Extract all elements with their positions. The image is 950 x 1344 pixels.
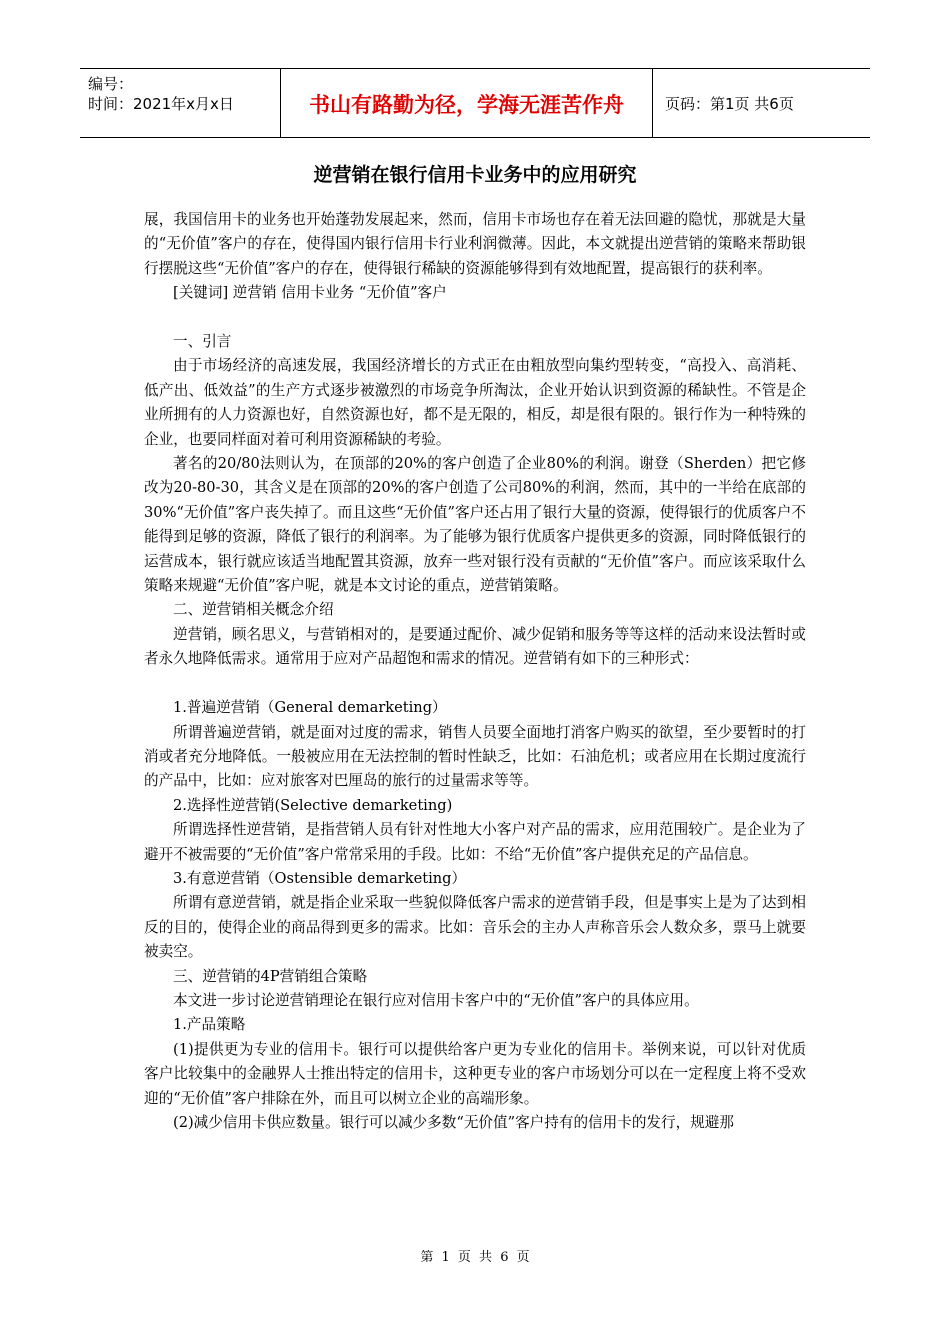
subheading-general-demarketing: 1.普遍逆营销（General demarketing） xyxy=(173,699,447,717)
document-body xyxy=(144,208,806,1135)
blank-line xyxy=(144,672,806,696)
blank-line xyxy=(144,306,806,330)
section-heading-concepts: 二、逆营销相关概念介绍 xyxy=(173,601,334,619)
subheading-ostensible-demarketing: 3.有意逆营销（Ostensible demarketing） xyxy=(173,869,467,887)
body-paragraph: 所谓选择性逆营销，是指营销人员有针对性地大小客户对产品的需求，应用范围较广。是企业为了避开不被需要的“无价值”客户常常采用的手段。比如：不给“无价值”客户提供充足的产品信息。 xyxy=(144,821,806,863)
subheading-product-strategy: 1.产品策略 xyxy=(173,1016,246,1034)
body-paragraph: (2)减少信用卡供应数量。银行可以减少多数“无价值”客户持有的信用卡的发行，规避那 xyxy=(173,1114,734,1131)
section-heading-intro: 一、引言 xyxy=(173,333,232,351)
header-page-cell xyxy=(653,69,870,137)
header-motto: 书山有路勤为径，学海无涯苦作舟 xyxy=(309,93,624,117)
number-label: 编号： xyxy=(88,75,134,93)
header-page-info: 页码：第1页 共6页 xyxy=(665,95,794,113)
body-paragraph: 本文进一步讨论逆营销理论在银行应对信用卡客户中的“无价值”客户的具体应用。 xyxy=(173,991,699,1009)
header-info-cell xyxy=(80,69,281,137)
subheading-selective-demarketing: 2.选择性逆营销(Selective demarketing) xyxy=(173,796,453,814)
page-header xyxy=(80,68,870,138)
time-label: 时间：2021年x月x日 xyxy=(88,95,234,113)
body-paragraph: 所谓有意逆营销，就是指企业采取一些貌似降低客户需求的逆营销手段，但是事实上是为了达到相反的目的，使得企业的商品得到更多的需求。比如：音乐会的主办人声称音乐会人数众多，票马上就要被卖空。 xyxy=(144,894,806,961)
body-paragraph: (1)提供更为专业的信用卡。银行可以提供给客户更为专业化的信用卡。举例来说，可以针对优质客户比较集中的金融界人士推出特定的信用卡，这种更专业的客户市场划分可以在一定程度上将不受欢迎的“无价值”客户排除在外，而且可以树立企业的高端形象。 xyxy=(144,1040,806,1107)
body-paragraph: 所谓普遍逆营销，就是面对过度的需求，销售人员要全面地打消客户购买的欲望，至少要暂时的打消或者充分地降低。一般被应用在无法控制的暂时性缺乏，比如：石油危机；或者应用在长期过度流行的产品中，比如：应对旅客对巴厘岛的旅行的过量需求等等。 xyxy=(144,723,806,790)
abstract-continuation: 展，我国信用卡的业务也开始蓬勃发展起来，然而，信用卡市场也存在着无法回避的隐忧，那就是大量的“无价值”客户的存在，使得国内银行信用卡行业利润微薄。因此，本文就提出逆营销的策略来帮助银行摆脱这些“无价值”客户的存在，使得银行稀缺的资源能够得到有效地配置，提高银行的获利率。 xyxy=(144,211,806,277)
section-heading-4p: 三、逆营销的4P营销组合策略 xyxy=(173,967,368,985)
body-paragraph: 著名的20/80法则认为，在顶部的20%的客户创造了企业80%的利润。谢登（Sherden）把它修改为20-80-30，其含义是在顶部的20%的客户创造了公司80%的利润，然而，其中的一半给在底部的30%“无价值”客户丧失掉了。而且这些“无价值”客户还占用了银行大量的资源，使得银行的优质客户不能得到足够的资源，降低了银行的利润率。为了能够为银行优质客户提供更多的资源，同时降低银行的运营成本，银行就应该适当地配置其资源，放弃一些对银行没有贡献的“无价值”客户。而应该采取什么策略来规避“无价值”客户呢，就是本文讨论的重点，逆营销策略。 xyxy=(144,455,806,595)
page-footer: 第 1 页 共 6 页 xyxy=(420,1250,530,1265)
header-motto-cell xyxy=(281,69,653,137)
body-paragraph: 逆营销，顾名思义，与营销相对的，是要通过配价、减少促销和服务等等这样的活动来设法暂时或者永久地降低需求。通常用于应对产品超饱和需求的情况。逆营销有如下的三种形式： xyxy=(144,625,806,668)
keywords-line: [关键词] 逆营销 信用卡业务 “无价值”客户 xyxy=(173,284,447,302)
document-title: 逆营销在银行信用卡业务中的应用研究 xyxy=(313,164,637,186)
body-paragraph: 由于市场经济的高速发展，我国经济增长的方式正在由粗放型向集约型转变，“高投入、高消耗、低产出、低效益”的生产方式逐步被激烈的市场竞争所淘汰，企业开始认识到资源的稀缺性。不管是企业所拥有的人力资源也好，自然资源也好，都不是无限的，相反，却是很有限的。银行作为一种特殊的企业，也要同样面对着可利用资源稀缺的考验。 xyxy=(144,357,806,448)
